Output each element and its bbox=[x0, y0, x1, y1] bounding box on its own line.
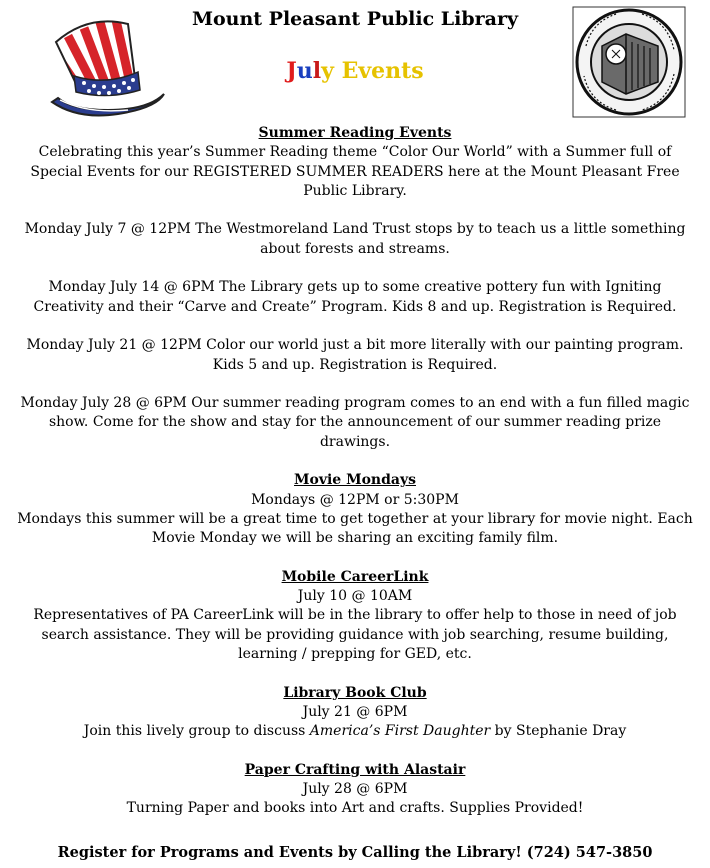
paper-crafting-when: July 28 @ 6PM bbox=[302, 781, 408, 798]
event-line: drawings. bbox=[319, 433, 391, 450]
page-title: Mount Pleasant Public Library bbox=[191, 8, 519, 30]
careerlink-when: July 10 @ 10AM bbox=[297, 588, 413, 605]
book-title: America’s First Daughter bbox=[309, 723, 491, 740]
summer-reading-heading: Summer Reading Events bbox=[258, 125, 452, 141]
event-line: Monday July 21 @ 12PM Color our world just a bit more literally with our painting program. bbox=[26, 337, 684, 354]
footer-register-line: Register for Programs and Events by Calling the Library! (724) 547-3850 bbox=[57, 844, 653, 861]
book-club-heading: Library Book Club bbox=[283, 684, 427, 701]
library-association-seal-icon bbox=[572, 6, 686, 118]
summer-intro-line: Celebrating this year’s Summer Reading theme “Color Our World” with a Summer full of bbox=[38, 144, 672, 161]
book-club-line: Join this lively group to discuss America’s First Daughter by Stephanie Dray bbox=[83, 723, 627, 740]
careerlink-line: search assistance. They will be providing guidance with job searching, resume building, bbox=[41, 626, 669, 643]
paper-crafting-line: Turning Paper and books into Art and crafts. Supplies Provided! bbox=[126, 800, 584, 817]
event-line: Kids 5 and up. Registration is Required. bbox=[212, 356, 498, 373]
movie-when: Mondays @ 12PM or 5:30PM bbox=[251, 491, 459, 508]
careerlink-heading: Mobile CareerLink bbox=[281, 568, 429, 585]
event-line: about forests and streams. bbox=[260, 240, 450, 257]
page-subtitle: July Events bbox=[286, 58, 424, 84]
movie-mondays-heading: Movie Mondays bbox=[294, 472, 416, 489]
summer-intro-line: Special Events for our REGISTERED SUMMER READERS here at the Mount Pleasant Free bbox=[30, 163, 680, 180]
paper-crafting-heading: Paper Crafting with Alastair bbox=[244, 761, 466, 778]
event-line: show. Come for the show and stay for the announcement of our summer reading prize bbox=[48, 414, 662, 431]
movie-line: Movie Monday we will be sharing an exciting family film. bbox=[151, 530, 559, 547]
book-club-when: July 21 @ 6PM bbox=[302, 703, 408, 720]
event-line: Creativity and their “Carve and Create” Program. Kids 8 and up. Registration is Required. bbox=[33, 298, 677, 315]
events-content bbox=[0, 124, 710, 819]
careerlink-line: Representatives of PA CareerLink will be in the library to offer help to those in need of job bbox=[33, 607, 677, 624]
careerlink-line: learning / prepping for GED, etc. bbox=[238, 646, 472, 663]
event-line: Monday July 14 @ 6PM The Library gets up to some creative pottery fun with Igniting bbox=[48, 279, 662, 296]
summer-intro-line: Public Library. bbox=[303, 182, 407, 199]
event-line: Monday July 28 @ 6PM Our summer reading program comes to an end with a fun filled magic bbox=[20, 395, 690, 412]
movie-line: Mondays this summer will be a great time to get together at your library for movie night. Each bbox=[17, 510, 693, 527]
event-line: Monday July 7 @ 12PM The Westmoreland Land Trust stops by to teach us a little something bbox=[24, 221, 686, 238]
